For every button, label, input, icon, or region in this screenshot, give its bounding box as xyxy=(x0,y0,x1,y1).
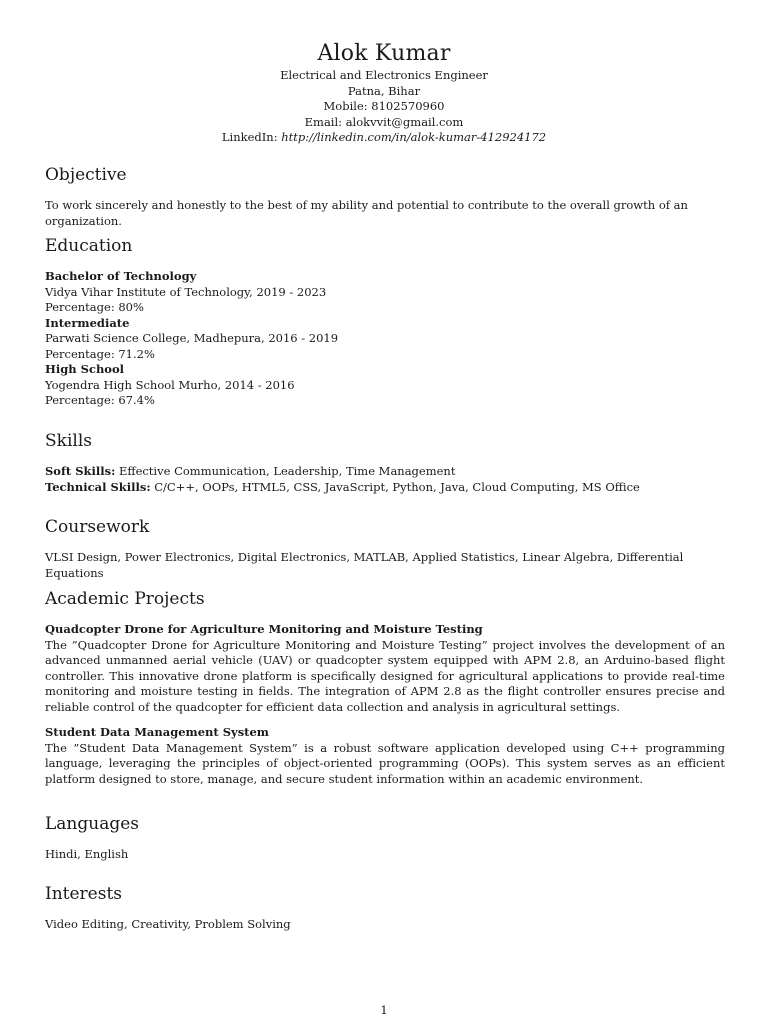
contact-email xyxy=(0,115,768,131)
coursework-heading: Coursework xyxy=(45,517,150,537)
email-value[interactable]: alokvvit@gmail.com xyxy=(345,114,464,129)
education-percentage: Percentage: 80% xyxy=(45,300,144,314)
skills-heading: Skills xyxy=(45,431,92,451)
soft-skills-value: Effective Communication, Leadership, Time Management xyxy=(119,464,456,478)
education-degree: Intermediate xyxy=(45,315,130,330)
education-degree: High School xyxy=(45,362,125,376)
linkedin-link[interactable]: http://linkedin.com/in/alok-kumar-412924172 xyxy=(281,130,547,144)
technical-skills-value: C/C++, OOPs, HTML5, CSS, JavaScript, Python, Java, Cloud Computing, MS Office xyxy=(154,479,640,494)
project-description: The ”Student Data Management System” is a robust software application developed using C++ programming language, leveraging the principles of object-oriented programming (OOPs). This system serves as an efficient platform designed to store, manage, and secure student information within an academic environment. xyxy=(45,740,725,786)
mobile-value: 8102570960 xyxy=(371,99,445,113)
email-label: Email: xyxy=(304,114,343,129)
candidate-title: Electrical and Electronics Engineer xyxy=(280,68,488,82)
mobile-label: Mobile: xyxy=(323,99,368,113)
objective-text: To work sincerely and honestly to the best of my ability and potential to contribute to the overall growth of an organization. xyxy=(45,198,688,228)
skills-section xyxy=(45,430,725,495)
education-institution: Yogendra High School Murho, 2014 - 2016 xyxy=(45,377,295,392)
page-number: 1 xyxy=(380,1003,388,1017)
languages-text: Hindi, English xyxy=(45,847,129,861)
project-description: The ”Quadcopter Drone for Agriculture Monitoring and Moisture Testing” project involves the development of an advanced unmanned aerial vehicle (UAV) or quadcopter system equipped with APM 2.8, an Arduino-based flight controller. This innovative drone platform is specifically designed for agricultural applications to provide real-time monitoring and moisture testing in fields. The integration of APM 2.8 as the flight controller ensures precise and reliable control of the quadcopter for efficient data collection and analysis in agricultural settings. xyxy=(45,637,725,714)
project-name: Quadcopter Drone for Agriculture Monitoring and Moisture Testing xyxy=(45,622,483,636)
education-degree: Bachelor of Technology xyxy=(45,269,197,283)
linkedin-label: LinkedIn: xyxy=(221,130,278,144)
interests-heading: Interests xyxy=(45,884,123,904)
interests-section xyxy=(45,883,725,933)
candidate-name: Alok Kumar xyxy=(317,41,451,66)
projects-heading: Academic Projects xyxy=(45,589,205,609)
skills-list xyxy=(45,464,725,495)
project-item xyxy=(45,622,725,715)
technical-skills-line xyxy=(45,480,725,496)
objective-heading: Objective xyxy=(45,165,127,185)
interests-text: Video Editing, Creativity, Problem Solving xyxy=(45,917,291,931)
objective-section xyxy=(45,164,725,229)
contact-linkedin xyxy=(0,130,768,146)
education-list xyxy=(45,269,725,409)
candidate-location: Patna, Bihar xyxy=(347,83,421,98)
coursework-text: VLSI Design, Power Electronics, Digital Electronics, MATLAB, Applied Statistics, Linear Algebra, Differential Equations xyxy=(45,550,684,580)
education-institution: Vidya Vihar Institute of Technology, 2019 - 2023 xyxy=(45,284,327,299)
project-name: Student Data Management System xyxy=(45,725,269,739)
languages-heading: Languages xyxy=(45,814,140,834)
resume-header xyxy=(0,40,768,146)
languages-section xyxy=(45,813,725,863)
technical-skills-label: Technical Skills: xyxy=(45,479,151,494)
education-percentage: Percentage: 71.2% xyxy=(45,346,155,361)
soft-skills-label: Soft Skills: xyxy=(45,464,116,478)
education-institution: Parwati Science College, Madhepura, 2016 - 2019 xyxy=(45,331,339,345)
contact-mobile xyxy=(0,99,768,115)
education-percentage: Percentage: 67.4% xyxy=(45,393,155,407)
projects-section xyxy=(45,588,725,787)
education-section xyxy=(45,235,725,409)
coursework-section xyxy=(45,516,725,581)
education-heading: Education xyxy=(45,236,133,256)
soft-skills-line xyxy=(45,464,725,480)
project-item xyxy=(45,725,725,787)
